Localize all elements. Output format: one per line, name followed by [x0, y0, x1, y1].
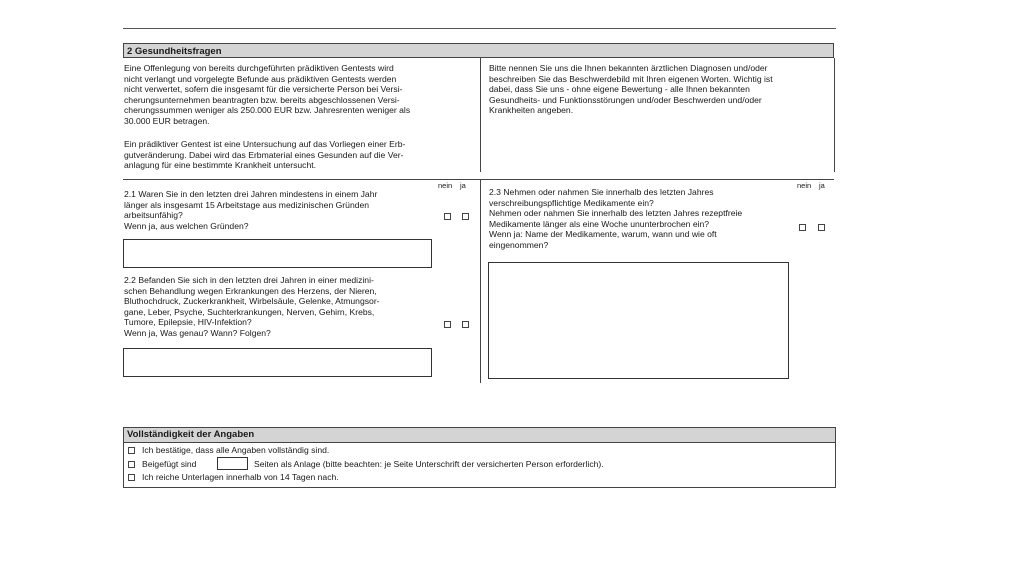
option-later-label: Ich reiche Unterlagen innerhalb von 14 Tagen nach. [142, 472, 339, 482]
q22-answer-field[interactable] [123, 348, 432, 377]
question-2-2: 2.2 Befanden Sie sich in den letzten drei Jahren in einer medizini- schen Behandlung wegen Erkrankungen des Herzens, der Nieren, Bluthochdruck, Zuckerkrankheit, Wirbelsäule, Gelenke, Atmungsor- gane, Leber, Psyche, Suchterkrankungen, Nerven, Gehirn, Krebs, Tumore, Epilepsie, HIV-Infektion? Wenn ja, Was genau? Wann? Folgen? [124, 275, 380, 338]
col-header-nein-left: nein [438, 181, 453, 190]
intro-left-paragraph-1: Eine Offenlegung von bereits durchgeführten prädiktiven Gentests wird nicht verlangt und vorgelegte Befunde aus prädiktiven Gentests werden nicht verwertet, sofern die insgesamt für die versicherte Person bei Versi- cherungsunternehmen beantragten bzw. bereits abgeschlossenen Versi- cherungssummen weniger als 250.000 EUR bzw. Jahresrenten weniger als 30.000 EUR betragen. [124, 63, 411, 126]
questions-divider [480, 179, 481, 383]
q22-ja-checkbox[interactable] [462, 321, 469, 328]
intro-left-paragraph-2: Ein prädiktiver Gentest ist eine Untersuchung auf das Vorliegen einer Erb- gutveränderung. Dabei wird das Erbmaterial eines Gesunden auf die Ver- anlagung für eine bestimmte Krankheit untersucht. [124, 139, 406, 171]
question-2-3: 2.3 Nehmen oder nahmen Sie innerhalb des letzten Jahres verschreibungspflichtige Medikamente ein? Nehmen oder nahmen Sie innerhalb des letzten Jahres rezeptfreie Medikamente länger als eine Woche ununterbrochen ein? Wenn ja: Name der Medikamente, warum, wann und wie oft eingenommen? [489, 187, 743, 250]
q23-answer-field[interactable] [488, 262, 789, 379]
q21-answer-field[interactable] [123, 239, 432, 268]
section-header-gesundheitsfragen: 2 Gesundheitsfragen [123, 43, 834, 58]
intro-divider [480, 58, 481, 172]
col-header-nein-right: nein [797, 181, 812, 190]
top-rule [123, 28, 836, 29]
q21-nein-checkbox[interactable] [444, 213, 451, 220]
q22-nein-checkbox[interactable] [444, 321, 451, 328]
q23-ja-checkbox[interactable] [818, 224, 825, 231]
option-later-checkbox[interactable] [128, 474, 135, 481]
col-header-ja-right: ja [819, 181, 825, 190]
option-attached-prefix: Beigefügt sind [142, 459, 197, 469]
option-attached-suffix: Seiten als Anlage (bitte beachten: je Seite Unterschrift der versicherten Person erforderlich). [254, 459, 604, 469]
option-attached-checkbox[interactable] [128, 461, 135, 468]
question-2-1: 2.1 Waren Sie in den letzten drei Jahren mindestens in einem Jahr länger als insgesamt 15 Arbeitstage aus medizinischen Gründen arbeitsunfähig? Wenn ja, aus welchen Gründen? [124, 189, 378, 231]
q21-ja-checkbox[interactable] [462, 213, 469, 220]
intro-right-paragraph: Bitte nennen Sie uns die Ihnen bekannten ärztlichen Diagnosen und/oder beschreiben Sie das Beschwerdebild mit Ihren eigenen Worten. Wichtig ist dabei, dass Sie uns - ohne eigene Bewertung - alle Ihnen bekannten Gesundheits- und Funktionsstörungen und/oder Beschwerden und/oder Krankheiten angeben. [489, 63, 773, 116]
attached-pages-field[interactable] [217, 457, 248, 470]
intro-right-border [834, 58, 835, 172]
col-header-ja-left: ja [460, 181, 466, 190]
option-complete-label: Ich bestätige, dass alle Angaben vollständig sind. [142, 445, 330, 455]
q23-nein-checkbox[interactable] [799, 224, 806, 231]
completeness-header: Vollständigkeit der Angaben [124, 428, 835, 443]
questions-top-rule [123, 179, 834, 180]
option-complete-checkbox[interactable] [128, 447, 135, 454]
